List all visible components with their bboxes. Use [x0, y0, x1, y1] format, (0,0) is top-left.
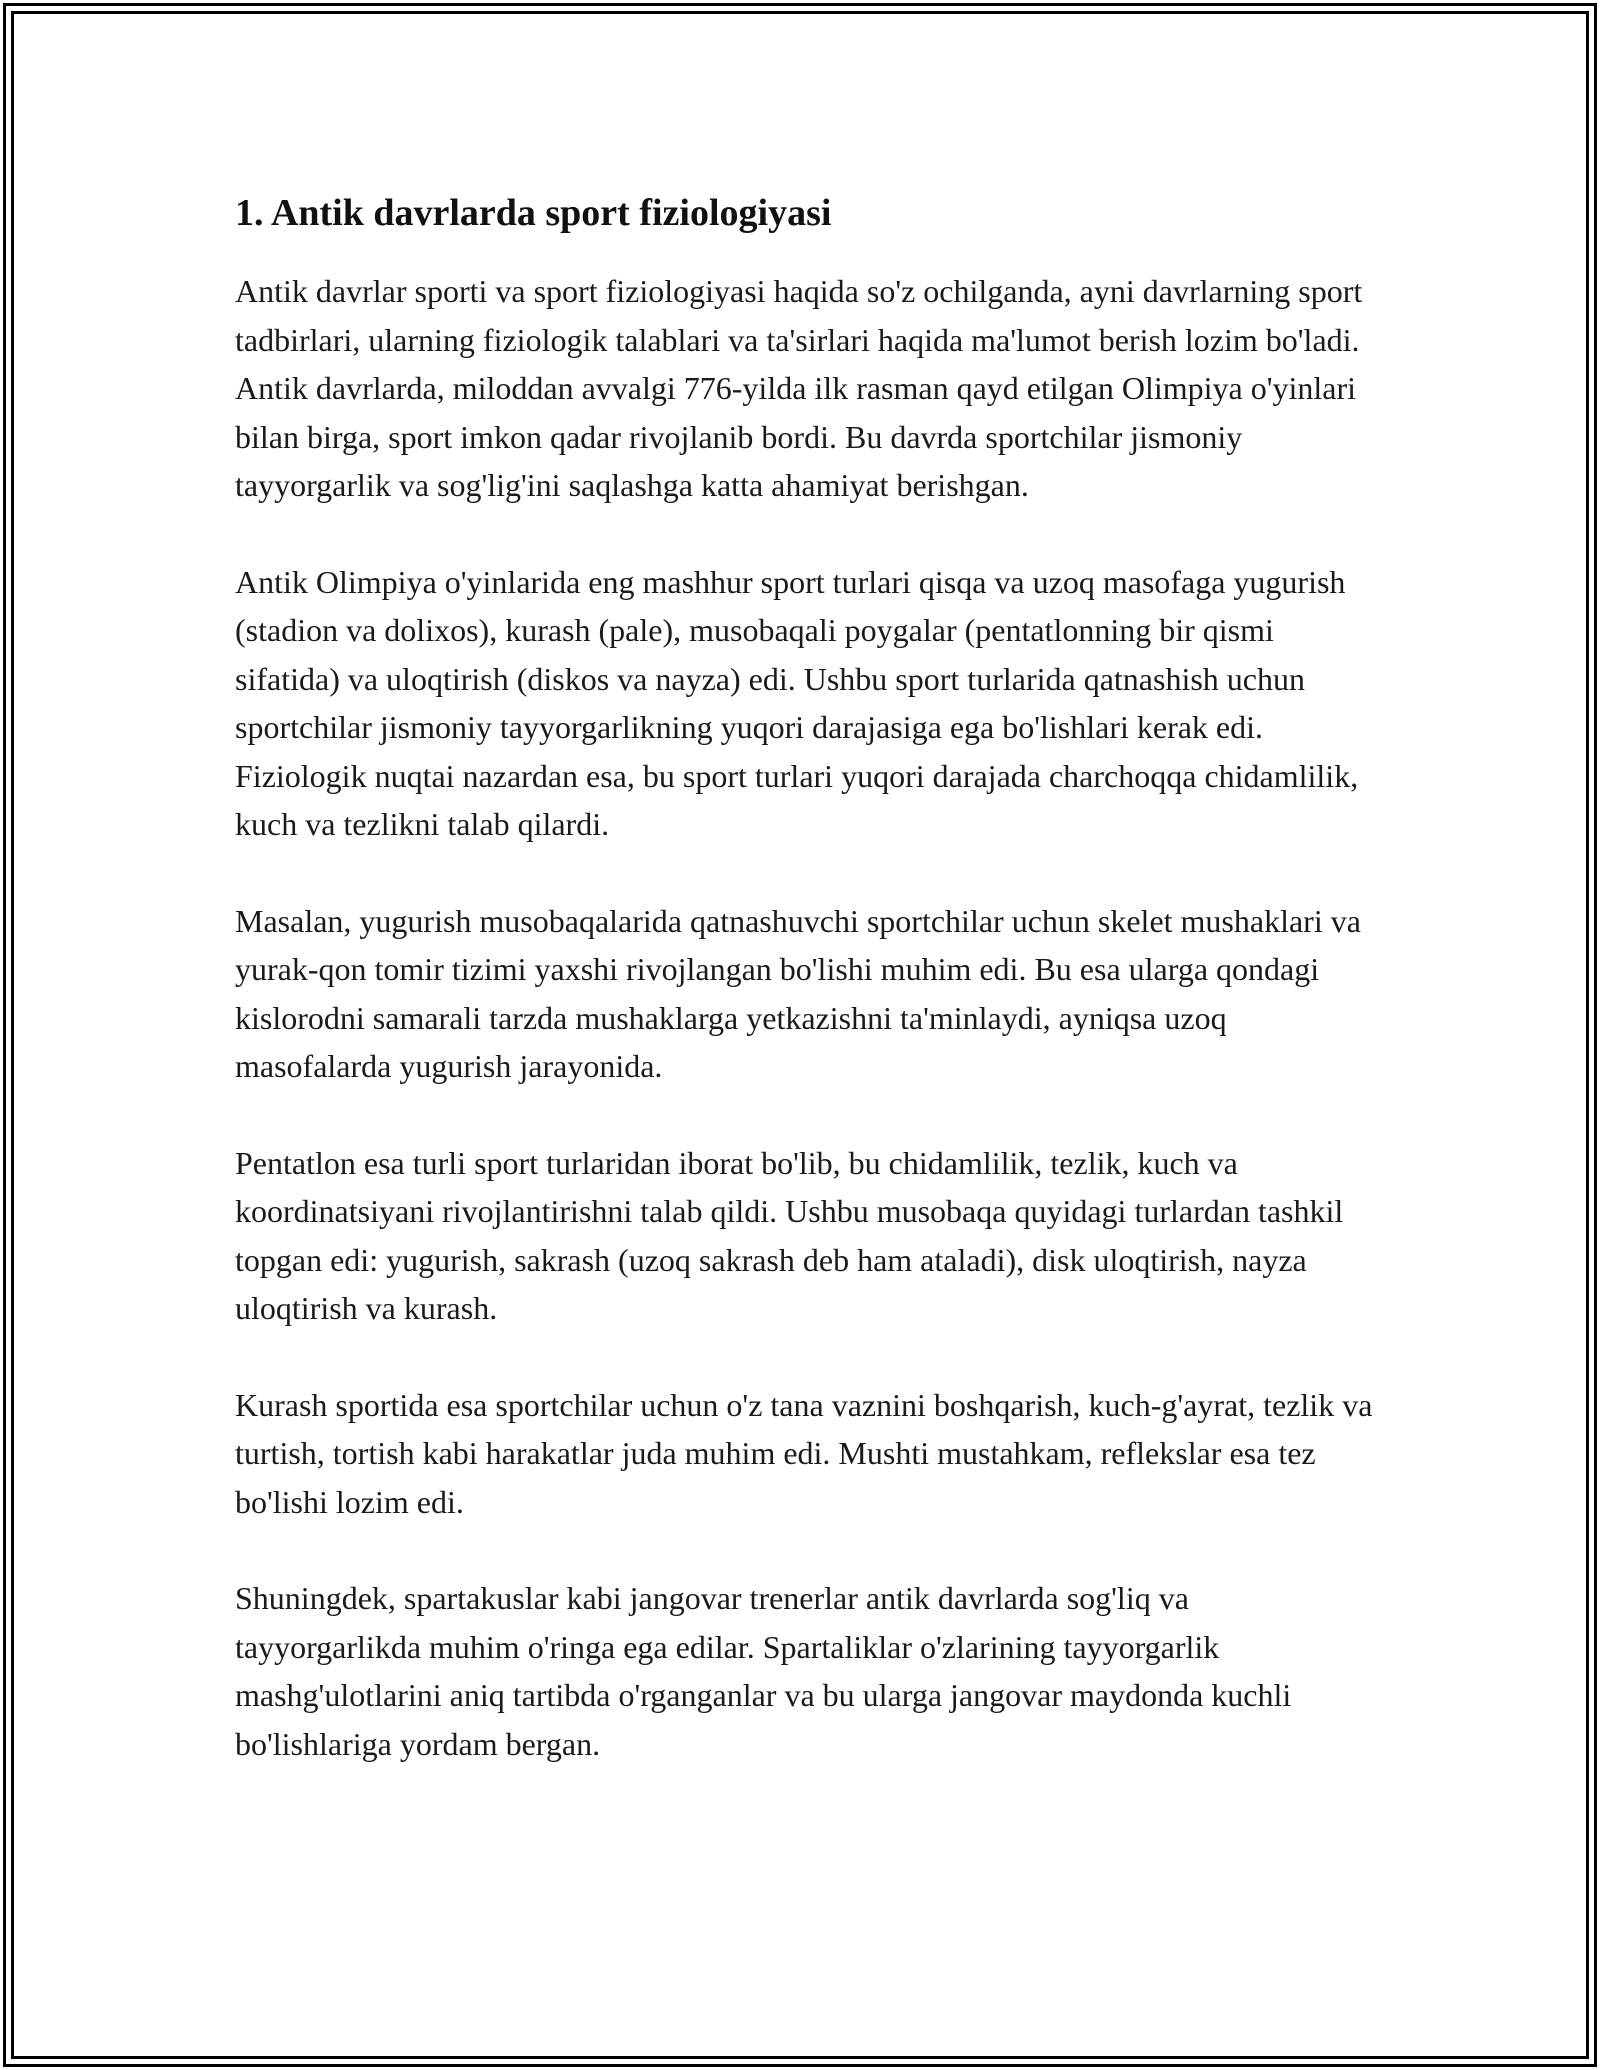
paragraph-2: Antik Olimpiya o'yinlarida eng mashhur sport turlari qisqa va uzoq masofaga yugurish (stadion va dolixos), kurash (pale), musobaqali poygalar (pentatlonning bir qismi sifatida) va uloqtirish (diskos va nayza) edi. Ushbu sport turlarida qatnashish uchun sportchilar jismoniy tayyorgarlikning yuqori darajasiga ega bo'lishlari kerak edi. Fiziologik nuqtai nazardan esa, bu sport turlari yuqori darajada charchoqqa chidamlilik, kuch va tezlikni talab qilardi.	[235, 563, 1359, 842]
paragraph-6: Shuningdek, spartakuslar kabi jangovar trenerlar antik davrlarda sog'liq va tayyorgarlikda muhim o'ringa ega edilar. Spartaliklar o'zlarining tayyorgarlik mashg'ulotlarini aniq tartibda o'rganganlar va bu ularga jangovar maydonda kuchli bo'lishlariga yordam bergan.	[235, 1580, 1292, 1762]
paragraph-5: Kurash sportida esa sportchilar uchun o'z tana vaznini boshqarish, kuch-g'ayrat, tezlik va turtish, tortish kabi harakatlar juda muhim edi. Mushti mustahkam, reflekslar esa tez bo'lishi lozim edi.	[235, 1386, 1373, 1520]
paragraph-4: Pentatlon esa turli sport turlaridan iborat bo'lib, bu chidamlilik, tezlik, kuch va koordinatsiyani rivojlantirishni talab qildi. Ushbu musobaqa quyidagi turlardan tashkil topgan edi: yugurish, sakrash (uzoq sakrash deb ham ataladi), disk uloqtirish, nayza uloqtirish va kurash.	[235, 1144, 1344, 1326]
paragraph-3: Masalan, yugurish musobaqalarida qatnashuvchi sportchilar uchun skelet mushaklari va yurak-qon tomir tizimi yaxshi rivojlangan bo'lishi muhim edi. Bu esa ularga qondagi kislorodni samarali tarzda mushaklarga yetkazishni ta'minlaydi, ayniqsa uzoq masofalarda yugurish jarayonida.	[235, 902, 1361, 1084]
paragraph-1: Antik davrlar sporti va sport fiziologiyasi haqida so'z ochilganda, ayni davrlarning sport tadbirlari, ularning fiziologik talablari va ta'sirlari haqida ma'lumot berish lozim bo'ladi. Antik davrlarda, miloddan avvalgi 776-yilda ilk rasman qayd etilgan Olimpiya o'yinlari bilan birga, sport imkon qadar rivojlanib bordi. Bu davrda sportchilar jismoniy tayyorgarlik va sog'lig'ini saqlashga katta ahamiyat berishgan.	[235, 273, 1363, 503]
section-heading: 1. Antik davrlarda sport fiziologiyasi	[235, 192, 832, 234]
document-body	[235, 185, 1375, 1816]
